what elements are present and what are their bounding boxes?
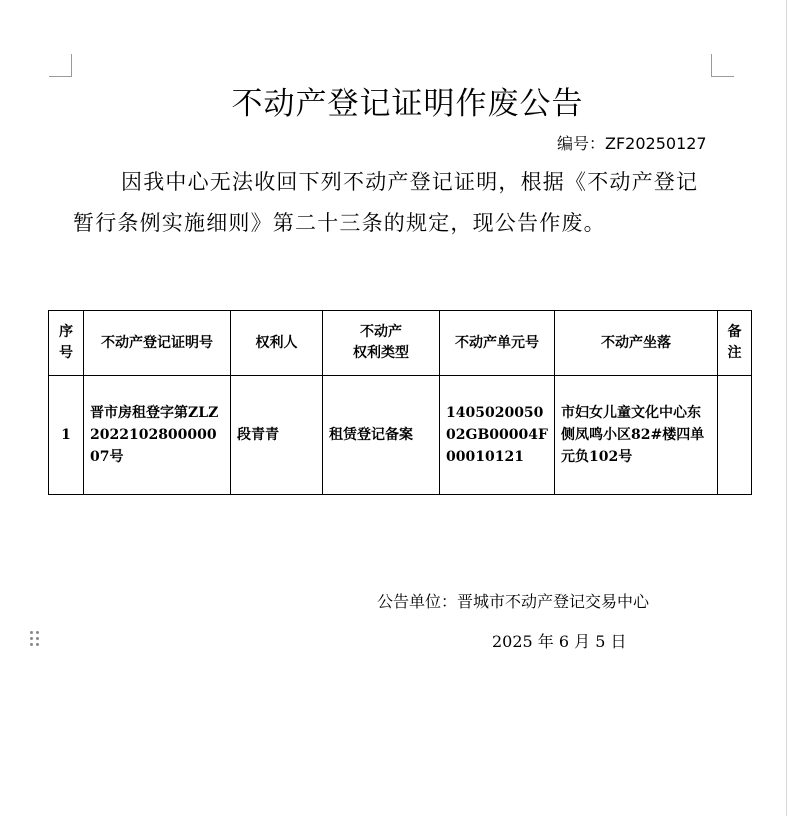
header-cert-no: 不动产登记证明号 xyxy=(84,311,231,376)
certificate-table xyxy=(48,310,752,495)
header-remark: 备 注 xyxy=(718,311,752,376)
issue-date: 2025 年 6 月 5 日 xyxy=(492,632,627,651)
cell-cert-no: 晋市房租登字第ZLZ202210280000007号 xyxy=(84,376,231,495)
document-title: 不动产登记证明作废公告 xyxy=(231,86,584,122)
margin-corner-top-left xyxy=(49,54,72,77)
header-unit-no: 不动产单元号 xyxy=(440,311,555,376)
announcement-paragraph: 因我中心无法收回下列不动产登记证明，根据《不动产登记暂行条例实施细则》第二十三条的规定，现公告作废。 xyxy=(73,170,699,235)
header-right-type: 不动产 权利类型 xyxy=(323,311,440,376)
header-seq: 序 号 xyxy=(49,311,84,376)
document-number: 编号：ZF20250127 xyxy=(557,134,707,153)
cell-seq: 1 xyxy=(49,376,84,495)
table-row xyxy=(49,376,752,495)
margin-corner-top-right xyxy=(711,54,734,77)
table-header-row xyxy=(49,311,752,376)
cell-location: 市妇女儿童文化中心东侧凤鸣小区82#楼四单元负102号 xyxy=(555,376,718,495)
cell-remark xyxy=(718,376,752,495)
header-location: 不动产坐落 xyxy=(555,311,718,376)
drag-handle-icon[interactable] xyxy=(30,631,40,647)
header-holder: 权利人 xyxy=(231,311,323,376)
cell-unit-no: 140502005002GB00004F00010121 xyxy=(440,376,555,495)
issuing-unit: 公告单位：晋城市不动产登记交易中心 xyxy=(377,592,650,611)
cell-right-type: 租赁登记备案 xyxy=(323,376,440,495)
cell-holder: 段青青 xyxy=(231,376,323,495)
